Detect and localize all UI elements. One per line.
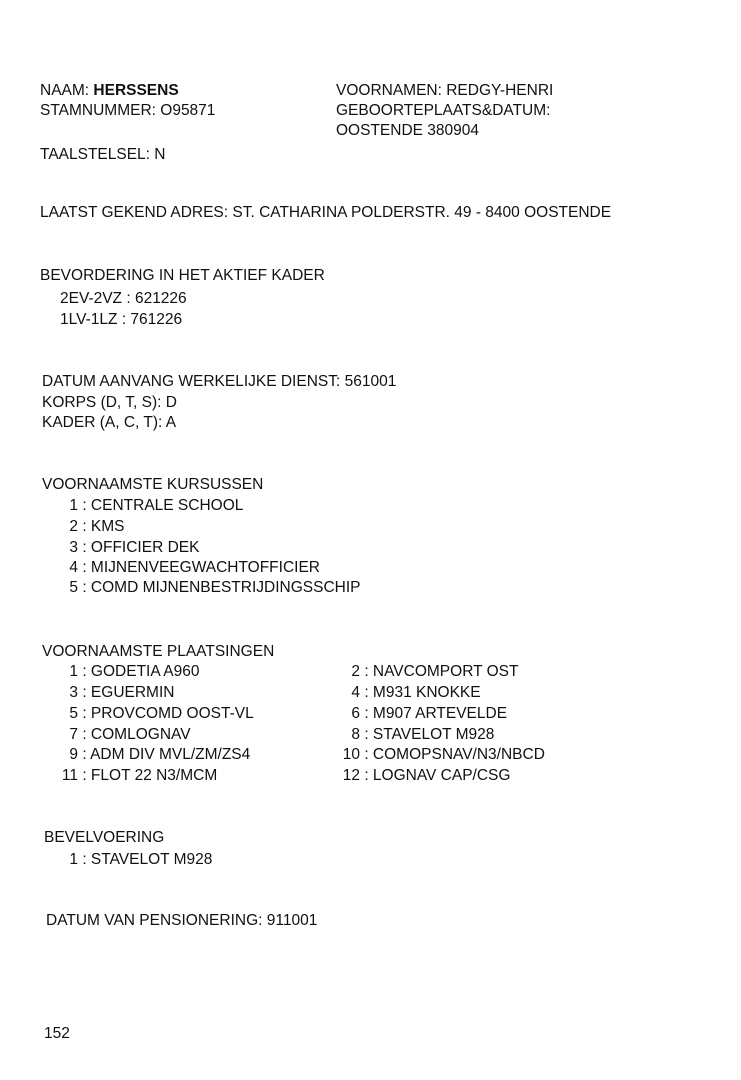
plaatsing-item: 11 : FLOT 22 N3/MCM [61,767,218,784]
plaatsing-item: 7 : COMLOGNAV [69,726,191,743]
page-number: 152 [44,1025,70,1042]
geboorte-value: OOSTENDE 380904 [336,122,480,139]
plaatsing-item: 6 : M907 ARTEVELDE [351,705,508,722]
kader: KADER (A, C, T): A [42,414,177,431]
voornamen: VOORNAMEN: REDGY-HENRI [336,82,554,99]
plaatsing-item: 2 : NAVCOMPORT OST [351,663,519,680]
plaatsing-item: 9 : ADM DIV MVL/ZM/ZS4 [69,746,251,763]
kursus-item: 2 : KMS [69,518,125,535]
plaatsing-item: 1 : GODETIA A960 [69,663,200,680]
pensionering: DATUM VAN PENSIONERING: 911001 [46,912,318,929]
plaatsing-item: 5 : PROVCOMD OOST-VL [69,705,254,722]
naam-value: HERSSENS [93,82,179,99]
plaatsingen-title: VOORNAAMSTE PLAATSINGEN [42,643,275,660]
plaatsing-item: 12 : LOGNAV CAP/CSG [342,767,511,784]
kursussen-title: VOORNAAMSTE KURSUSSEN [42,476,264,493]
plaatsing-item: 4 : M931 KNOKKE [351,684,481,701]
bevordering-item: 2EV-2VZ : 621226 [60,290,187,307]
datum-aanvang: DATUM AANVANG WERKELIJKE DIENST: 561001 [42,373,397,390]
geboorte-label: GEBOORTEPLAATS&DATUM: [336,102,551,119]
kursus-item: 4 : MIJNENVEEGWACHTOFFICIER [69,559,320,576]
bevordering-item: 1LV-1LZ : 761226 [60,311,183,328]
stamnummer: STAMNUMMER: O95871 [40,102,216,119]
taalstelsel: TAALSTELSEL: N [40,146,166,163]
korps: KORPS (D, T, S): D [42,394,177,411]
kursus-item: 3 : OFFICIER DEK [69,539,200,556]
bevelvoering-title: BEVELVOERING [44,829,165,846]
naam-line [40,81,179,101]
kursus-item: 1 : CENTRALE SCHOOL [69,497,244,514]
plaatsing-item: 10 : COMOPSNAV/N3/NBCD [342,746,545,763]
naam-label: NAAM: [40,82,90,99]
address: LAATST GEKEND ADRES: ST. CATHARINA POLDERSTR. 49 - 8400 OOSTENDE [40,204,612,221]
bevelvoering-item: 1 : STAVELOT M928 [69,851,213,868]
plaatsing-item: 3 : EGUERMIN [69,684,175,701]
kursus-item: 5 : COMD MIJNENBESTRIJDINGSSCHIP [69,579,361,596]
plaatsing-item: 8 : STAVELOT M928 [351,726,495,743]
bevordering-title: BEVORDERING IN HET AKTIEF KADER [40,267,325,284]
